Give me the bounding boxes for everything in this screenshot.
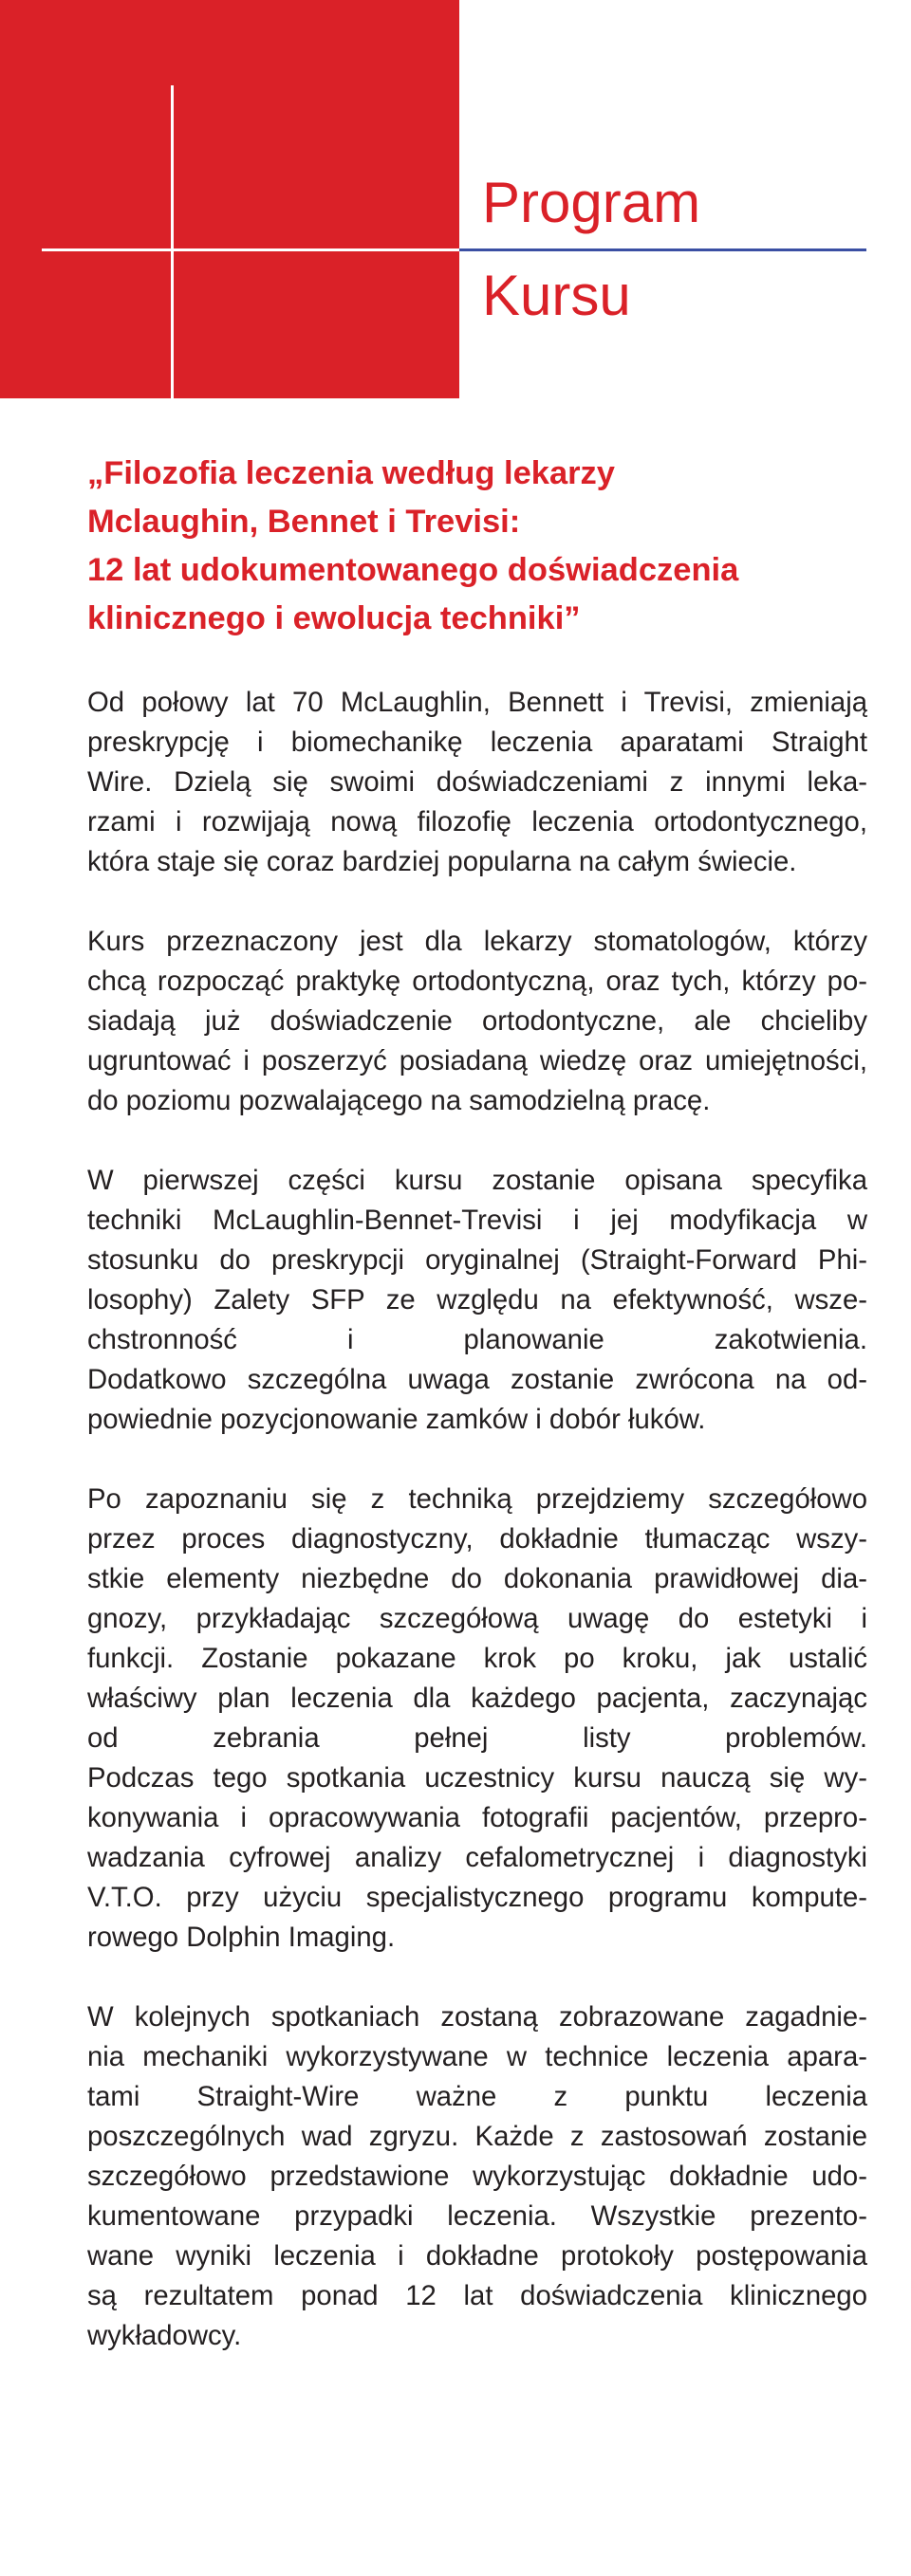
paragraph-line: są rezultatem ponad 12 lat doświadczenia klinicznego <box>87 2280 867 2311</box>
paragraph-5 <box>87 1997 867 2356</box>
paragraph-line: właściwy plan leczenia dla każdego pacjenta, zaczynając <box>87 1683 867 1714</box>
paragraph-line: nia mechaniki wykorzystywane w technice leczenia apara- <box>87 2041 867 2072</box>
paragraph-line: Wire. Dzielą się swoimi doświadczeniami z innymi leka- <box>87 766 867 798</box>
paragraph-line: do poziomu pozwalającego na samodzielną pracę. <box>87 1085 711 1116</box>
header-red-block <box>0 0 459 398</box>
course-description <box>87 683 867 2396</box>
paragraph-line: funkcji. Zostanie pokazane krok po kroku, jak ustalić <box>87 1643 867 1674</box>
paragraph-line: szczegółowo przedstawione wykorzystując dokładnie udo- <box>87 2161 867 2192</box>
paragraph-line: wane wyniki leczenia i dokładne protokoły postępowania <box>87 2240 867 2272</box>
paragraph-2 <box>87 922 867 1121</box>
page-title-line-2: Kursu <box>482 264 631 327</box>
paragraph-line: stosunku do preskrypcji oryginalnej (Straight-Forward Phi- <box>87 1244 867 1276</box>
paragraph-line: stkie elementy niezbędne do dokonania prawidłowej dia- <box>87 1563 867 1594</box>
page-title-line-1: Program <box>482 171 701 234</box>
paragraph-line: powiednie pozycjonowanie zamków i dobór łuków. <box>87 1404 706 1435</box>
paragraph-line: Po zapoznaniu się z techniką przejdziemy szczegółowo <box>87 1483 867 1515</box>
paragraph-line: wadzania cyfrowej analizy cefalometrycznej i diagnostyki <box>87 1842 867 1873</box>
paragraph-line: gnozy, przykładając szczegółową uwagę do estetyki i <box>87 1603 867 1634</box>
paragraph-line: preskrypcję i biomechanikę leczenia aparatami Straight <box>87 727 867 758</box>
paragraph-3 <box>87 1161 867 1440</box>
header-horizontal-rule-blue <box>459 248 866 251</box>
paragraph-line: V.T.O. przy użyciu specjalistycznego programu kompute- <box>87 1882 867 1913</box>
paragraph-line: poszczególnych wad zgryzu. Każde z zastosowań zostanie <box>87 2121 867 2152</box>
header-vertical-rule <box>171 85 174 398</box>
paragraph-line: Od połowy lat 70 McLaughlin, Bennett i Trevisi, zmieniają <box>87 687 867 718</box>
heading-line: „Filozofia leczenia według lekarzy <box>87 455 615 491</box>
paragraph-line: Dodatkowo szczególna uwaga zostanie zwrócona na od- <box>87 1364 867 1395</box>
paragraph-line: siadają już doświadczenie ortodontyczne, ale chcieliby <box>87 1005 867 1037</box>
paragraph-line: rzami i rozwijają nową filozofię leczenia ortodontycznego, <box>87 806 867 837</box>
paragraph-line: kumentowane przypadki leczenia. Wszystkie prezento- <box>87 2200 867 2232</box>
paragraph-line: techniki McLaughlin-Bennet-Trevisi i jej modyfikacja w <box>87 1205 867 1236</box>
paragraph-4 <box>87 1480 867 1958</box>
paragraph-line: W pierwszej części kursu zostanie opisana specyfika <box>87 1165 867 1196</box>
paragraph-line: od zebrania pełnej listy problemów. <box>87 1722 867 1754</box>
paragraph-line: chcą rozpocząć praktykę ortodontyczną, oraz tych, którzy po- <box>87 966 867 997</box>
paragraph-line: tami Straight-Wire ważne z punktu leczenia <box>87 2081 867 2112</box>
paragraph-line: rowego Dolphin Imaging. <box>87 1922 396 1953</box>
paragraph-line: konywania i opracowywania fotografii pacjentów, przepro- <box>87 1802 867 1833</box>
paragraph-line: Kurs przeznaczony jest dla lekarzy stomatologów, którzy <box>87 926 867 957</box>
paragraph-line: ugruntować i poszerzyć posiadaną wiedzę oraz umiejętności, <box>87 1045 867 1076</box>
paragraph-line: przez proces diagnostyczny, dokładnie tłumacząc wszy- <box>87 1523 867 1555</box>
header-horizontal-rule-white <box>42 248 459 251</box>
course-heading <box>87 450 865 643</box>
heading-line: 12 lat udokumentowanego doświadczenia <box>87 552 739 588</box>
paragraph-line: chstronność i planowanie zakotwienia. <box>87 1324 867 1355</box>
paragraph-line: która staje się coraz bardziej popularna na całym świecie. <box>87 846 797 877</box>
paragraph-line: wykładowcy. <box>87 2320 242 2351</box>
paragraph-line: losophy) Zalety SFP ze względu na efektywność, wsze- <box>87 1284 867 1316</box>
paragraph-1 <box>87 683 867 882</box>
paragraph-line: Podczas tego spotkania uczestnicy kursu nauczą się wy- <box>87 1762 867 1794</box>
paragraph-line: W kolejnych spotkaniach zostaną zobrazowane zagadnie- <box>87 2001 867 2033</box>
heading-line: klinicznego i ewolucja techniki” <box>87 600 581 636</box>
heading-line: Mclaughin, Bennet i Trevisi: <box>87 504 521 540</box>
